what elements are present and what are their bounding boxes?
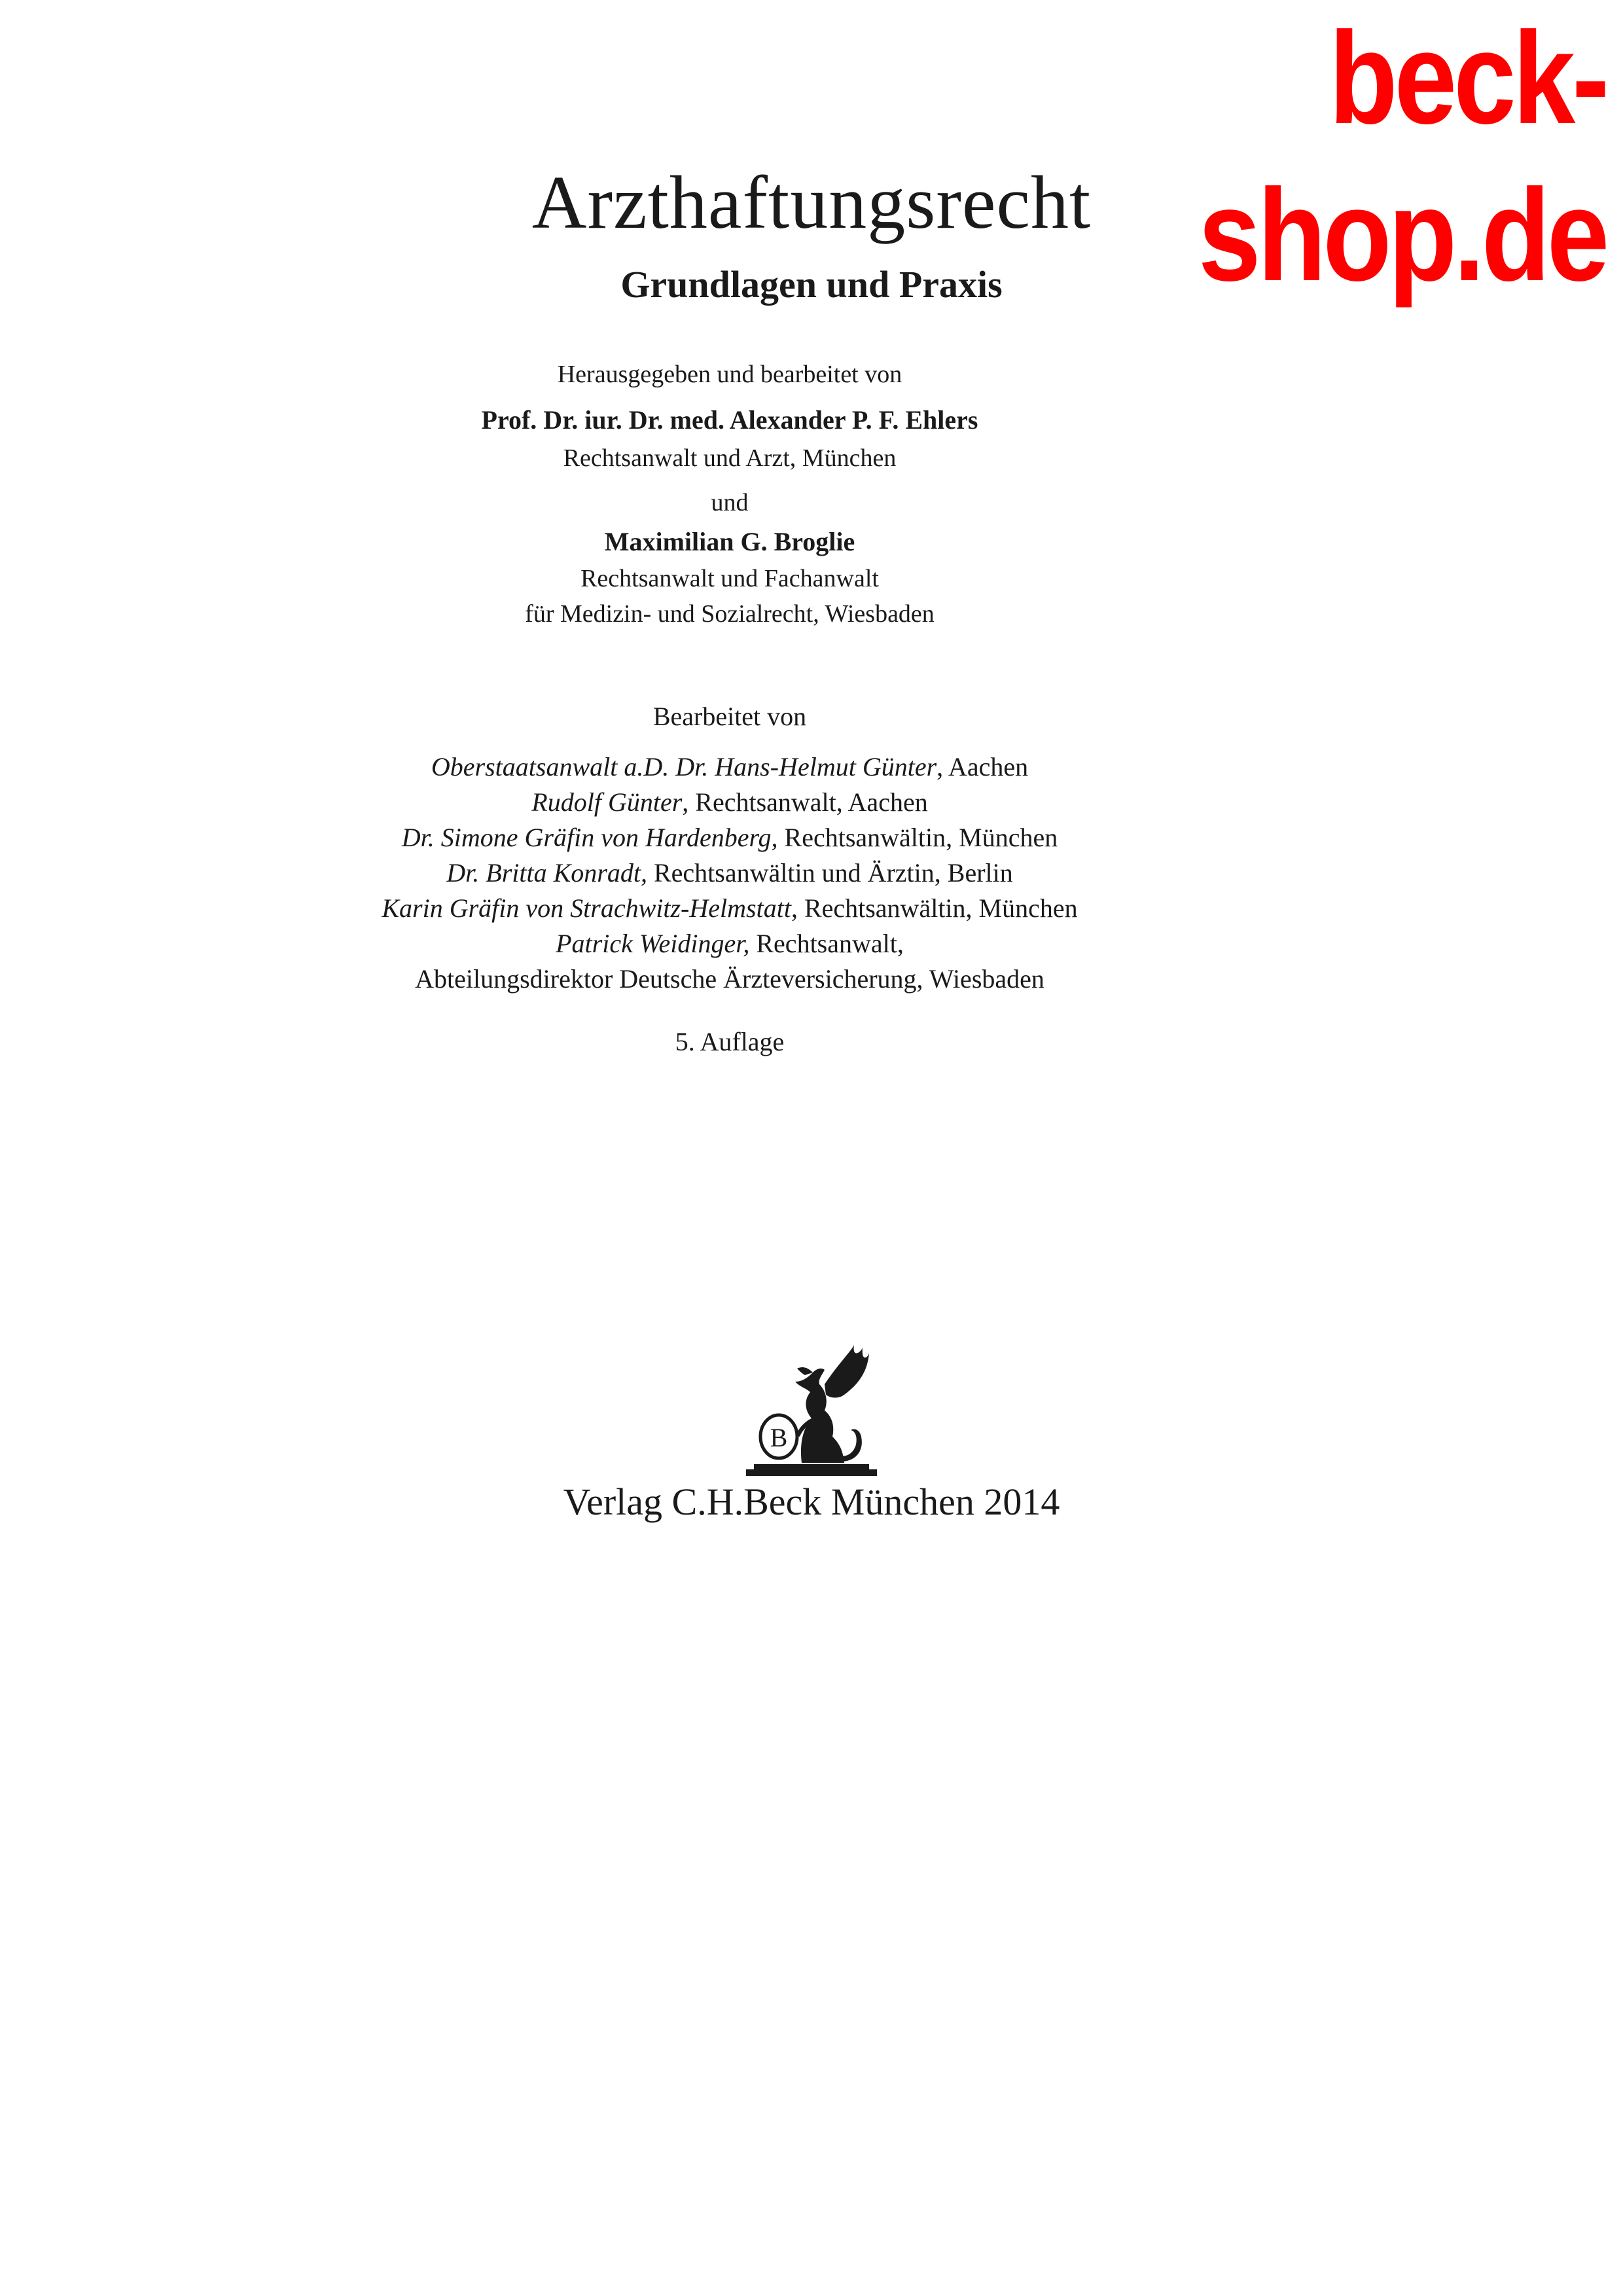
edition: 5. Auflage	[675, 1027, 785, 1056]
contributor-name: Dr. Britta Konradt,	[446, 858, 647, 888]
contributor-name: Dr. Simone Gräfin von Hardenberg,	[401, 823, 778, 852]
editor2-name: Maximilian G. Broglie	[604, 527, 855, 556]
contributor-line	[0, 926, 1459, 961]
book-subtitle: Grundlagen und Praxis	[620, 263, 1003, 306]
contributor-detail: , Aachen	[936, 752, 1029, 781]
publisher-line: Verlag C.H.Beck München 2014	[563, 1480, 1060, 1523]
contributor-line	[0, 820, 1459, 855]
contributor-detail: Rechtsanwältin und Ärztin, Berlin	[647, 858, 1013, 888]
contributor-name: Rudolf Günter	[531, 787, 683, 817]
logo-letter: B	[770, 1423, 788, 1452]
book-title: Arzthaftungsrecht	[531, 161, 1092, 245]
beck-shop-watermark: beck-shop.de	[1198, 5, 1607, 308]
griffin-logo-icon	[740, 1338, 883, 1489]
contributors-intro: Bearbeitet von	[652, 702, 807, 731]
editor1-name: Prof. Dr. iur. Dr. med. Alexander P. F. Ehlers	[481, 405, 978, 435]
contributor-name: Karin Gräfin von Strachwitz-Helmstatt	[382, 893, 791, 923]
contributor-detail: Rechtsanwalt,	[749, 929, 904, 958]
contributor-line	[0, 855, 1459, 891]
contributor-line	[0, 891, 1459, 926]
contributor-name: Patrick Weidinger,	[556, 929, 750, 958]
editors-intro: Herausgegeben und bearbeitet von	[557, 361, 902, 388]
contributor-detail: Rechtsanwältin, München	[777, 823, 1058, 852]
contributor-name: Oberstaatsanwalt a.D. Dr. Hans-Helmut Günter	[431, 752, 937, 781]
editor2-role-line1: Rechtsanwalt und Fachanwalt	[580, 565, 879, 592]
contributor-line	[0, 785, 1459, 820]
contributor-detail: , Rechtsanwalt, Aachen	[682, 787, 928, 817]
contributor-detail: , Rechtsanwältin, München	[791, 893, 1078, 923]
contributor-line	[0, 749, 1459, 785]
editor1-role: Rechtsanwalt und Arzt, München	[563, 444, 897, 472]
and-text: und	[711, 489, 749, 516]
editor2-role-line2: für Medizin- und Sozialrecht, Wiesbaden	[525, 600, 935, 628]
contributor-last-line: Abteilungsdirektor Deutsche Ärzteversicherung, Wiesbaden	[415, 964, 1044, 994]
